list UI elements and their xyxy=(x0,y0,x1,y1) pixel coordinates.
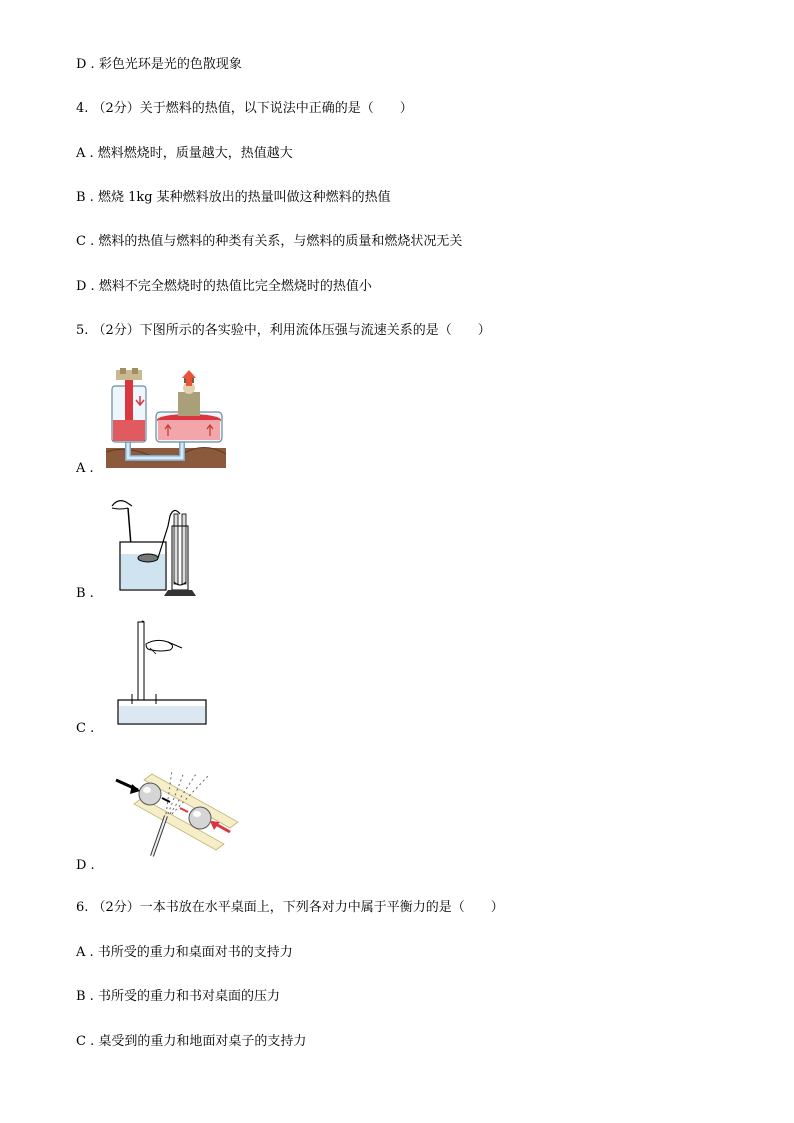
question-6-option-c: C . 桌受到的重力和地面对桌子的支持力 xyxy=(76,1034,307,1049)
question-5-stem: 5. （2分）下图所示的各实验中，利用流体压强与流速关系的是（ ） xyxy=(76,323,491,338)
question-5-option-b: B . xyxy=(76,586,94,601)
question-4-option-c: C . 燃料的热值与燃料的种类有关系，与燃料的质量和燃烧状况无关 xyxy=(76,234,463,249)
two-balls-airflow-figure xyxy=(114,764,244,864)
question-5-option-d: D . xyxy=(76,858,95,873)
question-5-option-c: C . xyxy=(76,721,95,736)
tube-in-water-figure xyxy=(112,620,216,728)
question-6-option-b: B . 书所受的重力和书对桌面的压力 xyxy=(76,989,280,1004)
connected-vessels-figure xyxy=(106,368,226,468)
question-4-option-b: B . 燃烧 1kg 某种燃料放出的热量叫做这种燃料的热值 xyxy=(76,190,391,205)
question-3-option-d: D . 彩色光环是光的色散现象 xyxy=(76,57,242,72)
question-6-option-a: A . 书所受的重力和桌面对书的支持力 xyxy=(76,945,293,960)
question-6-stem: 6. （2分）一本书放在水平桌面上，下列各对力中属于平衡力的是（ ） xyxy=(76,900,504,915)
question-4-option-d: D . 燃料不完全燃烧时的热值比完全燃烧时的热值小 xyxy=(76,279,372,294)
pressure-gauge-figure xyxy=(108,496,200,596)
question-5-option-a: A . xyxy=(76,461,94,476)
question-4-option-a: A . 燃料燃烧时，质量越大，热值越大 xyxy=(76,146,293,161)
question-4-stem: 4. （2分）关于燃料的热值，以下说法中正确的是（ ） xyxy=(76,101,413,116)
